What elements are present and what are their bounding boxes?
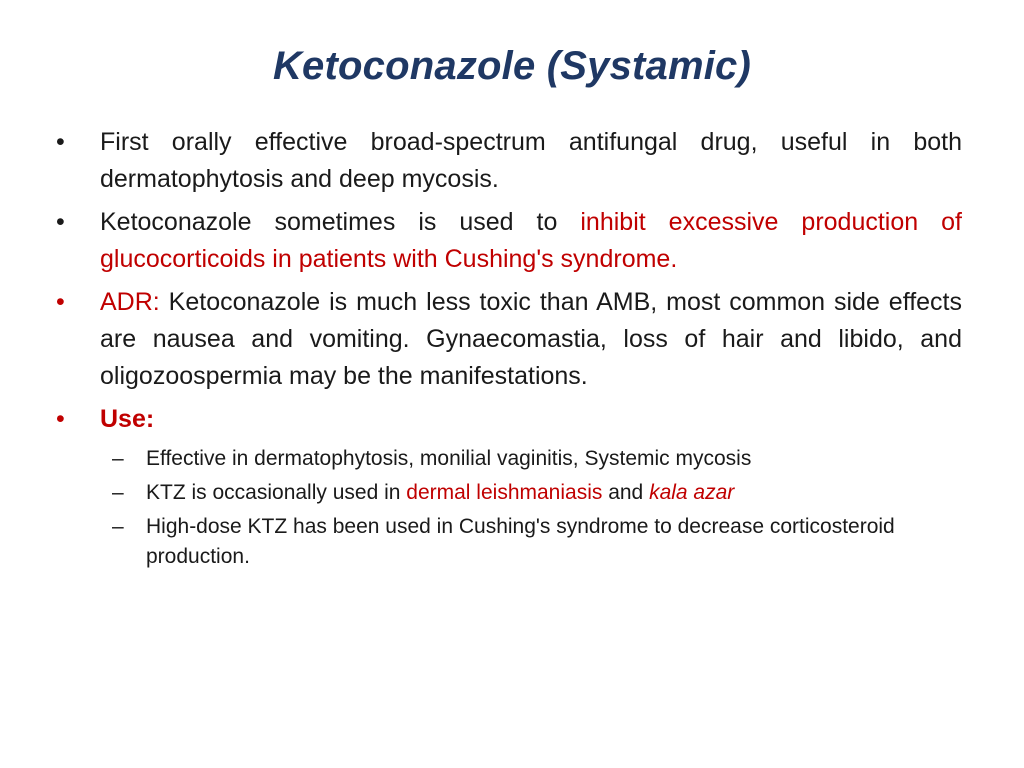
bullet-text-highlight: inhibit excessive production of glucocorticoids in patients with Cushing's syndrome. (100, 208, 962, 273)
bullet-item (56, 284, 962, 395)
dash-icon: – (112, 481, 124, 504)
bullet-label: Use: (100, 405, 155, 433)
bullet-label: ADR: (100, 288, 160, 316)
sub-item-text: KTZ is occasionally used in (146, 481, 407, 504)
slide-title: Ketoconazole (Systamic) (272, 44, 752, 88)
bullet-text: Ketoconazole sometimes is used to (100, 208, 581, 236)
bullet-text: First orally effective broad-spectrum antifungal drug, useful in both dermatophytosis and deep mycosis. (100, 128, 962, 193)
sub-item (56, 444, 962, 474)
sub-item-highlight: dermal leishmaniasis (406, 481, 603, 504)
sub-item (56, 478, 962, 508)
dash-icon: – (112, 447, 124, 470)
slide-content (56, 124, 962, 572)
sub-item-highlight: kala azar (649, 481, 735, 504)
bullet-text: Ketoconazole is much less toxic than AMB, most common side effects are nausea and vomiting. Gynaecomastia, loss of hair and libido, and oligozoospermia may be the manifestations. (100, 288, 962, 390)
bullet-item (56, 204, 962, 278)
sub-item (56, 512, 962, 572)
bullet-icon: • (56, 208, 65, 236)
dash-icon: – (112, 515, 124, 538)
bullet-item (56, 124, 962, 198)
sub-item-text: High-dose KTZ has been used in Cushing's syndrome to decrease corticosteroid production. (146, 515, 895, 568)
bullet-icon: • (56, 128, 65, 156)
bullet-item (56, 401, 962, 438)
sub-item-text: and (602, 481, 650, 504)
bullet-icon: • (56, 288, 65, 316)
sub-item-text: Effective in dermatophytosis, monilial vaginitis, Systemic mycosis (146, 447, 752, 470)
bullet-icon: • (56, 405, 65, 433)
